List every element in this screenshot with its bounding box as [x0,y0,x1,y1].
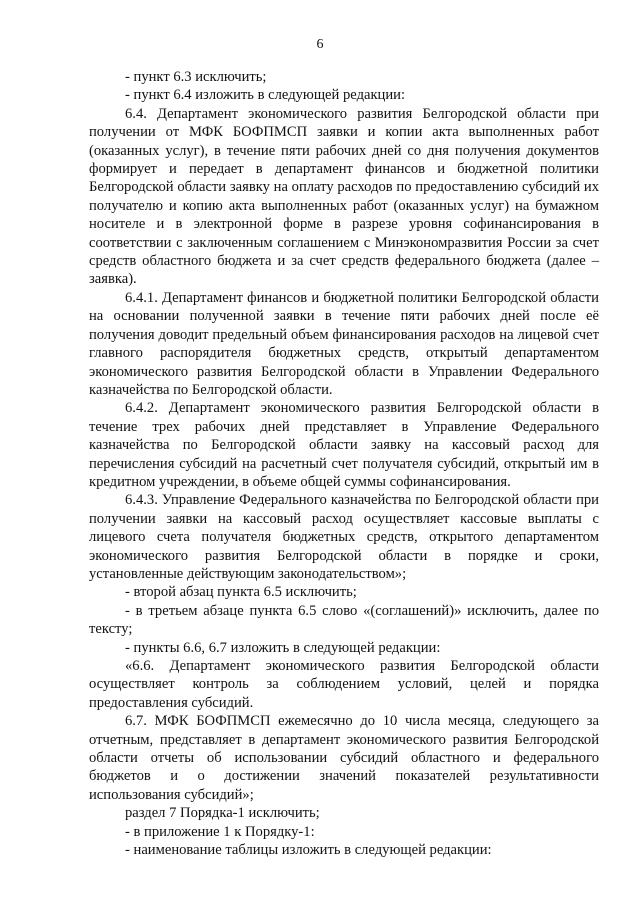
paragraph: 6.4.2. Департамент экономического развития Белгородской области в течение трех рабочих дней представляет в Управление Федерального казначейства по Белгородской области заявку на кассовый расход для перечисления субсидий на расчетный счет получателя субсидий, открытый им в кредитном учреждении, в объеме общей суммы софинансирования. [89,400,599,490]
paragraph: - пункт 6.4 изложить в следующей редакции: [125,87,406,104]
paragraph: - наименование таблицы изложить в следующей редакции: [125,842,492,859]
paragraph: раздел 7 Порядка-1 исключить; [125,805,320,822]
document-body [89,68,599,859]
paragraph: - пункты 6.6, 6.7 изложить в следующей редакции: [125,639,441,656]
paragraph: - в третьем абзаце пункта 6.5 слово «(соглашений)» исключить, далее по тексту; [89,602,599,638]
paragraph: - пункт 6.3 исключить; [125,69,267,85]
paragraph: 6.4.1. Департамент финансов и бюджетной политики Белгородской области на основании полученной заявки в течение пяти рабочих дней после её получения доводит предельный объем финансирования расходов на лицевой счет главного распорядителя бюджетных средств, открытый департаментом экономического развития Белгородской области в Управлении Федерального казначейства по Белгородской области. [89,289,599,398]
paragraph: 6.7. МФК БОФПМСП ежемесячно до 10 числа месяца, следующего за отчетным, представляет в департамент экономического развития Белгородской области отчеты об использовании субсидий областного и федерального бюджетов и о достижении значений показателей результативности использования субсидий»; [89,713,599,803]
paragraph: 6.4.3. Управление Федерального казначейства по Белгородской области при получении заявки на кассовый расход осуществляет кассовые выплаты с лицевого счета получателя бюджетных средств, открытого департаментом экономического развития Белгородской области в порядке и сроки, установленные действующим законодательством»; [89,492,599,582]
paragraph: 6.4. Департамент экономического развития Белгородской области при получении от МФК БОФПМСП заявки и копии акта выполненных работ (оказанных услуг), в течение пяти рабочих дней со дня получения документов формирует и передает в департамент финансов и бюджетной политики Белгородской области заявку на оплату расходов по предоставлению субсидий их получателю и копию акта выполненных работ (оказанных услуг) на бумажном носителе и в электронной форме в разрезе уровня софинансирования в соответствии с заключенным соглашением с Минэкономразвития России за счет средств областного бюджета и за счет средств федерального бюджета (далее – заявка). [89,105,599,288]
paragraph: - в приложение 1 к Порядку-1: [125,823,315,840]
paragraph: «6.6. Департамент экономического развития Белгородской области осуществляет контроль за соблюдением условий, целей и порядка предоставления субсидий. [89,658,599,711]
page-number: 6 [316,37,324,52]
paragraph: - второй абзац пункта 6.5 исключить; [125,584,357,601]
